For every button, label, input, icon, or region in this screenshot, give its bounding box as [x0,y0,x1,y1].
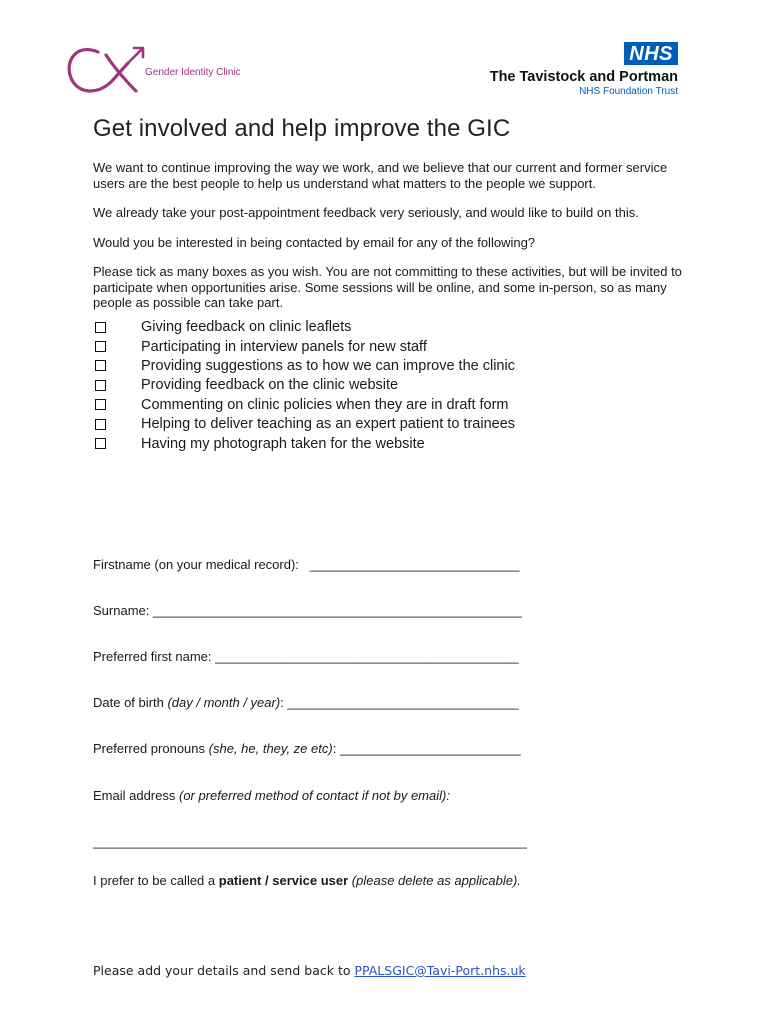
firstname-label: Firstname (on your medical record): [93,557,299,572]
footer-email-link[interactable]: PPALSGIC@Tavi-Port.nhs.uk [354,963,526,978]
instructions-paragraph: Please tick as many boxes as you wish. You are not committing to these activities, but will be invited to participate when opportunities arise. Some sessions will be online, and some in-person, so as many people as possible can take part. [93,264,682,310]
option-item[interactable] [93,434,683,453]
option-label: Commenting on clinic policies when they are in draft form [141,396,509,413]
email-hint: (or preferred method of contact if not by email): [179,788,450,803]
checkbox[interactable] [95,360,106,371]
firstname-input-line[interactable]: _____________________________ [309,557,520,572]
date-of-birth-input-line[interactable]: : ________________________________ [280,695,519,710]
option-item[interactable] [93,356,683,375]
feedback-paragraph: We already take your post-appointment feedback very seriously, and would like to build on this. [93,205,639,220]
nhs-badge: NHS [624,42,678,65]
main-content [93,115,683,453]
checkbox[interactable] [95,399,106,410]
date-of-birth-field [93,695,519,710]
option-item[interactable] [93,318,683,337]
option-label: Giving feedback on clinic leaflets [141,319,352,336]
surname-field [93,603,522,618]
option-item[interactable] [93,414,683,433]
option-label: Providing suggestions as to how we can improve the clinic [141,357,515,374]
prefer-service-user-option[interactable]: service user [272,873,349,888]
surname-label: Surname: [93,603,150,618]
checkbox[interactable] [95,419,106,430]
pronouns-hint: (she, he, they, ze etc) [208,741,333,756]
surname-input-line[interactable]: ___________________________________________________ [153,603,522,618]
option-label: Providing feedback on the clinic website [141,377,399,394]
option-label: Helping to deliver teaching as an expert patient to trainees [141,416,516,433]
preferred-first-name-field [93,649,519,664]
gic-logo-text: Gender Identity Clinic [145,67,241,78]
prefer-patient-option[interactable]: patient [218,873,262,888]
gic-symbol-icon [66,43,156,99]
option-label: Participating in interview panels for new staff [141,338,427,355]
intro-paragraph: We want to continue improving the way we work, and we believe that our current and former service users are the best people to help us understand what matters to the people we support. [93,160,668,191]
gic-logo [66,43,266,99]
email-field [93,788,450,803]
prefer-hint: (please delete as applicable). [351,873,521,888]
preference-statement [93,873,521,888]
pronouns-label: Preferred pronouns [93,741,206,756]
option-item[interactable] [93,376,683,395]
checkbox[interactable] [95,341,106,352]
page-title: Get involved and help improve the GIC [93,115,511,142]
preferred-first-name-input-line[interactable]: __________________________________________ [215,649,519,664]
trust-name: The Tavistock and Portman [489,69,678,85]
preferred-first-name-label: Preferred first name: [93,649,212,664]
pronouns-field [93,741,521,756]
question-paragraph: Would you be interested in being contacted by email for any of the following? [93,234,536,250]
firstname-field [93,557,519,572]
footer-note [93,963,526,978]
email-input-line[interactable]: ____________________________________________________________ [93,834,527,849]
email-label: Email address [93,788,176,803]
prefer-slash: / [265,873,269,888]
checkbox[interactable] [95,322,106,333]
options-list [93,318,683,454]
checkbox[interactable] [95,438,106,449]
checkbox[interactable] [95,380,106,391]
date-of-birth-label: Date of birth [93,695,164,710]
nhs-trust-logo [438,42,678,97]
prefer-text: I prefer to be called a [93,873,216,888]
pronouns-input-line[interactable]: : _________________________ [332,741,521,756]
footer-text: Please add your details and send back to [93,963,351,978]
date-of-birth-hint: (day / month / year) [167,695,281,710]
option-item[interactable] [93,395,683,414]
trust-subtitle: NHS Foundation Trust [579,86,678,97]
option-item[interactable] [93,337,683,356]
option-label: Having my photograph taken for the website [141,435,425,452]
